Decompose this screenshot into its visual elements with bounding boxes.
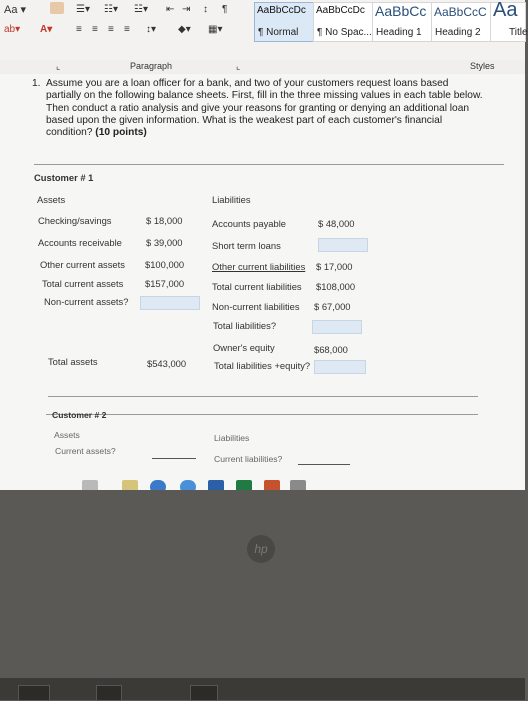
question-points: (10 points) (95, 127, 147, 139)
style-heading-1[interactable] (372, 2, 432, 42)
divider (48, 396, 478, 397)
asset-label: Checking/savings (38, 215, 112, 226)
dialog-launcher-icon[interactable]: ⌞ (236, 61, 241, 71)
liability-value: $ 67,000 (314, 301, 351, 312)
increase-indent-icon[interactable]: ⇥ (182, 4, 191, 15)
liability-label: Total liabilities? (213, 320, 277, 331)
line-spacing-icon[interactable]: ↕▾ (146, 24, 157, 35)
style-sample: Aa (493, 0, 518, 21)
borders-icon[interactable]: ▦▾ (208, 24, 223, 35)
highlight-icon[interactable]: ab▾ (4, 24, 21, 35)
asset-label: Non-current assets? (44, 296, 129, 307)
style-sample: AaBbCc (375, 3, 427, 19)
non-current-assets-input[interactable] (140, 296, 200, 310)
align-right-icon[interactable]: ≡ (108, 24, 114, 35)
customer2-title: Customer # 2 (52, 410, 107, 420)
liability-label: Total liabilities +equity? (214, 360, 311, 371)
keyboard-key (96, 685, 122, 701)
asset-label: Accounts receivable (38, 237, 122, 248)
document-page[interactable] (0, 74, 525, 490)
keyboard-edge (0, 678, 525, 700)
keyboard-key (190, 685, 218, 701)
short-term-loans-input[interactable] (318, 238, 368, 252)
style-name: Heading 1 (376, 27, 422, 38)
asset-value: $157,000 (145, 278, 185, 289)
assets-header: Assets (54, 430, 80, 440)
liability-label: Owner's equity (213, 342, 275, 353)
total-liabilities-input[interactable] (312, 320, 362, 334)
style-sample: AaBbCcC (434, 5, 487, 19)
liability-label: Accounts payable (212, 218, 287, 229)
numbering-icon[interactable]: ☷▾ (104, 4, 118, 15)
liability-value: $108,000 (316, 281, 356, 292)
align-center-icon[interactable]: ≡ (92, 24, 98, 35)
laptop-bezel (0, 490, 525, 700)
liability-value: $ 48,000 (318, 218, 355, 229)
divider (34, 164, 504, 165)
hp-logo: hp (247, 535, 275, 563)
style-heading-2[interactable] (431, 2, 491, 42)
asset-value: $ 18,000 (146, 215, 183, 226)
current-assets-blank[interactable] (152, 458, 196, 459)
liability-value: $ 17,000 (316, 261, 353, 272)
current-liabilities-blank[interactable] (298, 464, 350, 465)
bullets-icon[interactable]: ☰▾ (76, 4, 90, 15)
total-assets-value: $543,000 (147, 358, 187, 369)
group-label-paragraph: Paragraph (130, 61, 173, 71)
customer1-title: Customer # 1 (34, 172, 94, 183)
liabilities-header: Liabilities (212, 194, 251, 205)
dialog-launcher-icon[interactable]: ⌞ (56, 61, 61, 71)
shading-icon[interactable]: ◆▾ (178, 24, 191, 35)
font-color-icon[interactable]: A▾ (40, 24, 53, 35)
liability-value: $68,000 (314, 344, 348, 355)
question-number: 1. (32, 78, 41, 89)
asset-label: Other current assets (40, 259, 125, 270)
change-case-button[interactable]: Aa ▾ (4, 4, 27, 16)
align-left-icon[interactable]: ≡ (76, 24, 82, 35)
show-formatting-icon[interactable]: ¶ (222, 4, 228, 15)
question-text: Assume you are a loan officer for a bank, and two of your customers request loans based partially on the following balance sheets. First, fill in the three missing values in each table below. Then conduct a ratio analysis and give your reasons for granting or denying an additional loan based upon the given information. What is the weakest part of each customer's financial condition? (46, 78, 483, 139)
total-liabilities-equity-input[interactable] (314, 360, 366, 374)
liability-label: Non-current liabilities (212, 301, 300, 312)
asset-label: Total current assets (42, 278, 124, 289)
multilevel-list-icon[interactable]: ☳▾ (134, 4, 148, 15)
clear-format-icon[interactable] (50, 2, 64, 14)
current-liabilities-label: Current liabilities? (214, 454, 283, 464)
asset-value: $ 39,000 (146, 237, 183, 248)
current-assets-label: Current assets? (55, 446, 116, 456)
ribbon-group-labels (0, 60, 525, 75)
sort-icon[interactable]: ↕ (203, 4, 208, 15)
style-sample: AaBbCcDc (316, 5, 365, 16)
style-no-spacing[interactable] (313, 2, 373, 42)
assets-header: Assets (37, 194, 66, 205)
style-title[interactable] (490, 2, 526, 42)
liabilities-header: Liabilities (214, 433, 250, 443)
asset-value: $100,000 (145, 259, 185, 270)
justify-icon[interactable]: ≡ (124, 24, 130, 35)
keyboard-key (18, 685, 50, 701)
style-normal[interactable] (254, 2, 314, 42)
liability-label: Short term loans (212, 240, 281, 251)
total-assets-label: Total assets (48, 356, 98, 367)
group-label-styles: Styles (470, 61, 495, 71)
word-ribbon (0, 0, 528, 61)
liability-label: Total current liabilities (212, 281, 302, 292)
question-paragraph (32, 78, 486, 139)
style-name: Title (509, 27, 528, 38)
decrease-indent-icon[interactable]: ⇤ (166, 4, 175, 15)
divider (46, 414, 478, 415)
style-name: ¶ No Spac... (317, 27, 372, 38)
liability-label: Other current liabilities (212, 261, 306, 272)
style-name: Heading 2 (435, 27, 481, 38)
style-name: ¶ Normal (258, 27, 299, 38)
style-sample: AaBbCcDc (257, 5, 306, 16)
